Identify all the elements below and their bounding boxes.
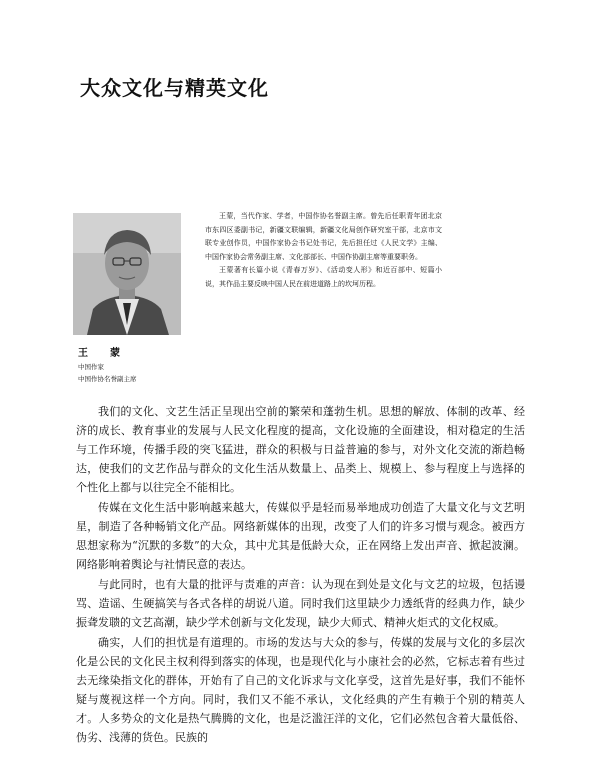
article-body (76, 402, 525, 748)
body-paragraph: 确实，人们的担忧是有道理的。市场的发达与大众的参与，传媒的发展与文化的多层次化是公民的文化民主权利得到落实的体现，也是现代化与小康社会的必然，它标志着有些过去无缘染指文化的群体，开始有了自己的文化诉求与文化享受，这首先是好事，我们不能怀疑与蔑视这样一个方向。同时，我们又不能不承认，文化经典的产生有赖于个别的精英人才。人多势众的文化是热气腾腾的文化，也是泛滥汪洋的文化，它们必然包含着大量低俗、伪劣、浅薄的货色。民族的 (76, 636, 525, 744)
bio-paragraph: 王蒙著有长篇小说《青春万岁》、《活动变人形》和近百部中、短篇小说，其作品主要反映中国人民在前进道路上的坎坷历程。 (205, 266, 442, 288)
author-role: 中国作家 (78, 363, 104, 371)
body-paragraph: 传媒在文化生活中影响越来越大，传媒似乎是轻而易举地成功创造了大量文化与文艺明星，制造了各种畅销文化产品。网络新媒体的出现，改变了人们的许多习惯与观念。被西方思想家称为“沉默的多数”的大众，其中尤其是低龄大众，正在网络上发出声音、掀起波澜。网络影响着舆论与社情民意的表达。 (76, 501, 525, 571)
body-paragraph: 我们的文化、文艺生活正呈现出空前的繁荣和蓬勃生机。思想的解放、体制的改革、经济的成长、教育事业的发展与人民文化程度的提高，文化设施的全面建设，相对稳定的生活与工作环境，传播手段的突飞猛进，群众的积极与日益普遍的参与，对外文化交流的渐趋畅达，使我们的文艺作品与群众的文化生活从数量上、品类上、规模上、参与程度上与选择的个性化上都与以往完全不能相比。 (76, 405, 525, 494)
article-title: 大众文化与精英文化 (80, 76, 269, 100)
bio-paragraph: 王蒙，当代作家、学者，中国作协名誉副主席。曾先后任职青年团北京市东四区委副书记，新疆文联编辑，新疆文化局创作研究室干部，北京市文联专业创作员，中国作家协会书记处书记，先后担任过《人民文学》主编、中国作家协会常务副主席、文化部部长、中国作协副主席等重要职务。 (205, 212, 442, 261)
author-bio (205, 210, 442, 292)
body-paragraph: 与此同时，也有大量的批评与责难的声音：认为现在到处是文化与文艺的垃圾，包括谩骂、造谣、生硬搞笑与各式各样的胡说八道。同时我们这里缺少力透纸背的经典力作，缺少振聋发聩的文艺高潮，缺少学术创新与文化发现，缺少大师式、精神火炬式的文化权威。 (76, 578, 525, 629)
portrait-illustration (73, 213, 181, 335)
author-name: 王 蒙 (78, 348, 126, 359)
author-role: 中国作协名誉副主席 (78, 375, 137, 383)
author-photo (73, 213, 181, 335)
